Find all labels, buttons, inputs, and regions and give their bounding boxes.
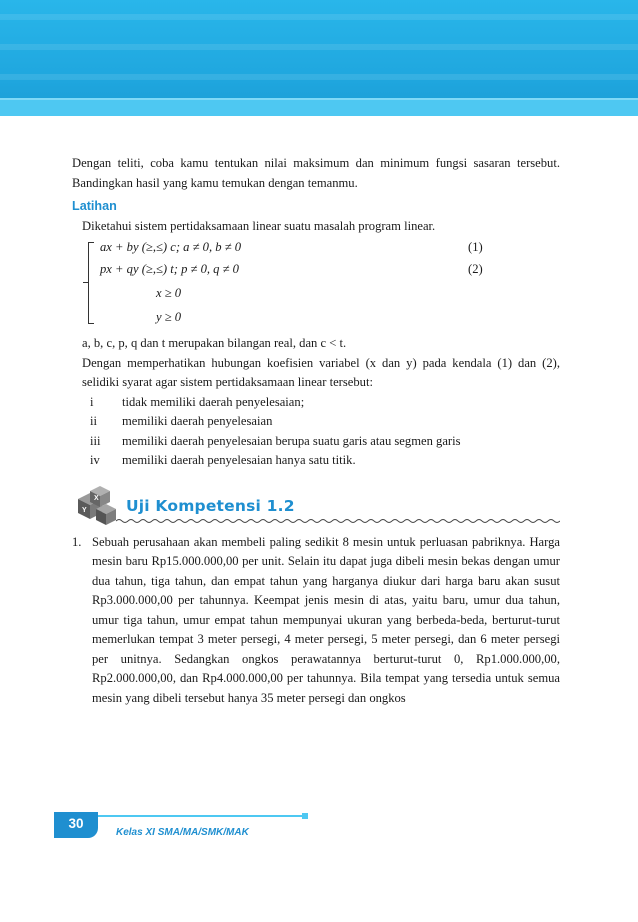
banner-stripe	[0, 14, 638, 20]
item-text: memiliki daerah penyelesaian	[122, 414, 273, 428]
banner-stripe	[0, 74, 638, 80]
svg-text:Y: Y	[82, 506, 87, 514]
footer-dot	[302, 813, 308, 819]
item-list	[72, 393, 560, 471]
item-roman: iv	[90, 453, 100, 467]
task-text: Dengan memperhatikan hubungan koefisien variabel (x dan y) pada kendala (1) dan (2), selidiki syarat agar sistem pertidaksamaan linear tersebut:	[82, 355, 560, 389]
equation-3: x ≥ 0	[156, 286, 182, 300]
equation-1-number: (1)	[468, 240, 483, 254]
item-roman: ii	[90, 414, 97, 428]
equation-2-number: (2)	[468, 262, 483, 276]
item-roman: i	[90, 394, 94, 409]
page-number: 30	[54, 812, 98, 838]
question-number: 1.	[72, 534, 82, 549]
page-footer	[54, 812, 314, 852]
puzzle-cubes-icon	[72, 485, 118, 527]
banner-band	[0, 100, 638, 116]
equation-1: ax + by (≥,≤) c; a ≠ 0, b ≠ 0	[100, 240, 242, 254]
uji-title: Uji Kompetensi 1.2	[126, 496, 295, 515]
equation-4: y ≥ 0	[156, 310, 182, 324]
wave-divider	[116, 517, 560, 525]
list-item	[72, 451, 560, 471]
footer-book-title: Kelas XI SMA/MA/SMK/MAK	[116, 827, 249, 838]
banner-stripe	[0, 44, 638, 50]
item-text: memiliki daerah penyelesaian berupa suatu garis atau segmen garis	[122, 433, 461, 448]
intro-paragraph: Dengan teliti, coba kamu tentukan nilai maksimum dan minimum fungsi sasaran tersebut. Bandingkan hasil yang kamu temukan dengan temanmu.	[72, 156, 560, 190]
list-item	[72, 412, 560, 432]
list-item	[72, 432, 560, 452]
item-text: memiliki daerah penyelesaian hanya satu titik.	[122, 453, 356, 467]
uji-kompetensi-header	[72, 485, 560, 529]
inequality-system	[88, 238, 560, 330]
equation-2: px + qy (≥,≤) t; p ≠ 0, q ≠ 0	[100, 262, 239, 276]
list-item	[72, 393, 560, 413]
question-text: Sebuah perusahaan akan membeli paling sedikit 8 mesin untuk perluasan pabriknya. Harga mesin baru Rp15.000.000,00 per unit. Selain itu dapat juga dibeli mesin bekas dengan umur dua tahun, tiga tahun, dan empat tahun yang harganya diukur dari harga baru akan susut Rp3.000.000,00 per tahunnya. Keempat jenis mesin di atas, yaitu baru, umur dua tahun, umur tiga tahun, umur empat tahun mempunyai ukuran yang berbeda-beda, berturut-turut memerlukan tempat 3 meter persegi, 4 meter persegi, 5 meter persegi, dan 6 meter persegi per unitnya. Sedangkan ongkos perawatannya berturut-turut 0, Rp1.000.000,00, Rp2.000.000,00, dan Rp4.000.000,00 per tahunnya. Bila tempat yang tersedia untuk semua mesin yang dibeli tersebut hanya 35 meter persegi dan ongkos	[92, 534, 560, 705]
conditions-text: a, b, c, p, q dan t merupakan bilangan real, dan c < t.	[82, 336, 347, 350]
page-content	[72, 154, 560, 708]
item-roman: iii	[90, 433, 101, 448]
item-text: tidak memiliki daerah penyelesaian;	[122, 394, 305, 409]
svg-text:X: X	[94, 494, 99, 502]
latihan-heading: Latihan	[72, 199, 117, 213]
question-item	[72, 533, 560, 709]
system-brace	[88, 242, 97, 324]
latihan-statement: Diketahui sistem pertidaksamaan linear suatu masalah program linear.	[82, 218, 436, 233]
footer-line	[98, 815, 304, 817]
header-banner	[0, 0, 638, 116]
